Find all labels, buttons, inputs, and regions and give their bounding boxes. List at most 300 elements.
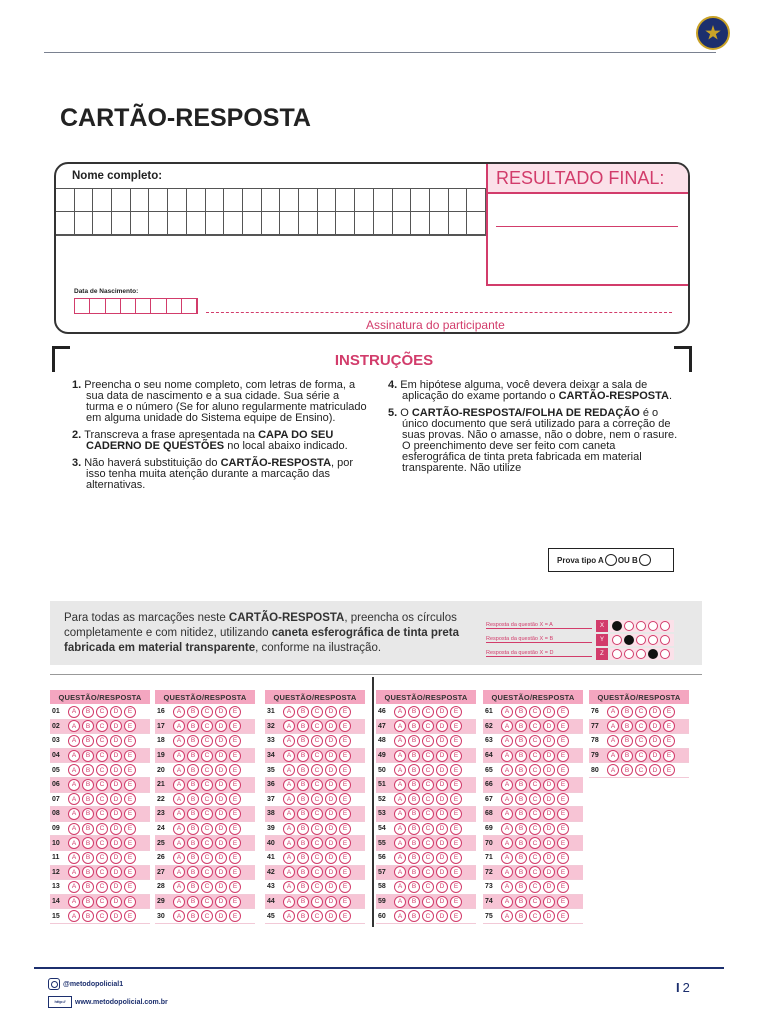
answer-bubble-a[interactable]: A <box>394 881 406 893</box>
name-cell[interactable] <box>411 212 430 235</box>
answer-bubble-e[interactable]: E <box>557 896 569 908</box>
answer-bubble-c[interactable]: C <box>311 750 323 762</box>
answer-bubble-b[interactable]: B <box>297 706 309 718</box>
answer-bubble-b[interactable]: B <box>408 793 420 805</box>
answer-bubble-b[interactable]: B <box>297 764 309 776</box>
answer-bubble-c[interactable]: C <box>529 779 541 791</box>
answer-bubble-e[interactable]: E <box>450 852 462 864</box>
answer-bubble-a[interactable]: A <box>173 808 185 820</box>
answer-bubble-d[interactable]: D <box>325 750 337 762</box>
answer-bubble-b[interactable]: B <box>187 808 199 820</box>
answer-bubble-a[interactable]: A <box>68 837 80 849</box>
name-cell[interactable] <box>411 189 430 212</box>
answer-bubble-d[interactable]: D <box>215 866 227 878</box>
name-cell[interactable] <box>112 212 131 235</box>
answer-bubble-c[interactable]: C <box>96 910 108 922</box>
answer-bubble-b[interactable]: B <box>515 910 527 922</box>
answer-bubble-e[interactable]: E <box>663 720 675 732</box>
answer-bubble-d[interactable]: D <box>110 706 122 718</box>
name-cell[interactable] <box>224 189 243 212</box>
answer-bubble-d[interactable]: D <box>436 764 448 776</box>
answer-bubble-d[interactable]: D <box>325 823 337 835</box>
answer-bubble-c[interactable]: C <box>311 720 323 732</box>
answer-bubble-d[interactable]: D <box>436 750 448 762</box>
answer-bubble-c[interactable]: C <box>201 764 213 776</box>
answer-bubble-c[interactable]: C <box>529 837 541 849</box>
name-cell[interactable] <box>430 189 449 212</box>
answer-bubble-d[interactable]: D <box>215 779 227 791</box>
answer-bubble-a[interactable]: A <box>283 837 295 849</box>
birthdate-cell[interactable] <box>75 299 90 313</box>
answer-bubble-d[interactable]: D <box>436 881 448 893</box>
answer-bubble-c[interactable]: C <box>311 779 323 791</box>
answer-bubble-a[interactable]: A <box>173 735 185 747</box>
answer-bubble-e[interactable]: E <box>124 706 136 718</box>
answer-bubble-c[interactable]: C <box>529 750 541 762</box>
answer-bubble-e[interactable]: E <box>339 706 351 718</box>
answer-bubble-b[interactable]: B <box>515 720 527 732</box>
answer-bubble-a[interactable]: A <box>394 720 406 732</box>
answer-bubble-c[interactable]: C <box>96 866 108 878</box>
name-cell[interactable] <box>131 212 150 235</box>
answer-bubble-d[interactable]: D <box>543 866 555 878</box>
answer-bubble-b[interactable]: B <box>408 837 420 849</box>
answer-bubble-e[interactable]: E <box>339 896 351 908</box>
answer-bubble-e[interactable]: E <box>124 735 136 747</box>
name-cell[interactable] <box>299 212 318 235</box>
answer-bubble-c[interactable]: C <box>96 896 108 908</box>
answer-bubble-d[interactable]: D <box>649 720 661 732</box>
name-cell[interactable] <box>374 212 393 235</box>
answer-bubble-a[interactable]: A <box>501 808 513 820</box>
name-grid[interactable] <box>56 188 486 236</box>
answer-bubble-d[interactable]: D <box>436 896 448 908</box>
answer-bubble-b[interactable]: B <box>82 706 94 718</box>
answer-bubble-a[interactable]: A <box>68 793 80 805</box>
answer-bubble-d[interactable]: D <box>543 823 555 835</box>
answer-bubble-c[interactable]: C <box>96 837 108 849</box>
answer-bubble-b[interactable]: B <box>82 764 94 776</box>
answer-bubble-d[interactable]: D <box>325 837 337 849</box>
answer-bubble-a[interactable]: A <box>394 852 406 864</box>
answer-bubble-c[interactable]: C <box>201 750 213 762</box>
answer-bubble-e[interactable]: E <box>229 866 241 878</box>
answer-bubble-c[interactable]: C <box>529 706 541 718</box>
answer-bubble-a[interactable]: A <box>501 866 513 878</box>
answer-bubble-a[interactable]: A <box>283 896 295 908</box>
answer-bubble-d[interactable]: D <box>110 837 122 849</box>
answer-bubble-a[interactable]: A <box>283 779 295 791</box>
answer-bubble-d[interactable]: D <box>215 750 227 762</box>
answer-bubble-d[interactable]: D <box>215 852 227 864</box>
answer-bubble-b[interactable]: B <box>621 735 633 747</box>
answer-bubble-d[interactable]: D <box>436 866 448 878</box>
answer-bubble-e[interactable]: E <box>450 837 462 849</box>
answer-bubble-d[interactable]: D <box>649 735 661 747</box>
answer-bubble-e[interactable]: E <box>450 881 462 893</box>
name-cell[interactable] <box>336 189 355 212</box>
answer-bubble-a[interactable]: A <box>501 706 513 718</box>
answer-bubble-d[interactable]: D <box>543 793 555 805</box>
answer-bubble-d[interactable]: D <box>436 706 448 718</box>
answer-bubble-c[interactable]: C <box>201 852 213 864</box>
answer-bubble-a[interactable]: A <box>68 706 80 718</box>
answer-bubble-a[interactable]: A <box>283 720 295 732</box>
answer-bubble-d[interactable]: D <box>543 750 555 762</box>
answer-bubble-b[interactable]: B <box>515 706 527 718</box>
answer-bubble-d[interactable]: D <box>436 852 448 864</box>
answer-bubble-b[interactable]: B <box>297 793 309 805</box>
signature-line[interactable] <box>206 312 672 313</box>
answer-bubble-c[interactable]: C <box>96 823 108 835</box>
answer-bubble-c[interactable]: C <box>201 910 213 922</box>
answer-bubble-c[interactable]: C <box>635 764 647 776</box>
answer-bubble-a[interactable]: A <box>607 750 619 762</box>
answer-bubble-c[interactable]: C <box>422 837 434 849</box>
answer-bubble-b[interactable]: B <box>621 764 633 776</box>
answer-bubble-a[interactable]: A <box>394 823 406 835</box>
answer-bubble-d[interactable]: D <box>543 735 555 747</box>
answer-bubble-b[interactable]: B <box>187 706 199 718</box>
answer-bubble-b[interactable]: B <box>515 852 527 864</box>
name-cell[interactable] <box>355 189 374 212</box>
answer-bubble-c[interactable]: C <box>529 910 541 922</box>
answer-bubble-b[interactable]: B <box>187 823 199 835</box>
answer-bubble-e[interactable]: E <box>229 837 241 849</box>
answer-bubble-e[interactable]: E <box>124 750 136 762</box>
answer-bubble-d[interactable]: D <box>436 793 448 805</box>
website-link[interactable] <box>48 996 168 1008</box>
answer-bubble-c[interactable]: C <box>201 896 213 908</box>
answer-bubble-d[interactable]: D <box>436 720 448 732</box>
name-cell[interactable] <box>299 189 318 212</box>
answer-bubble-b[interactable]: B <box>515 881 527 893</box>
name-cell[interactable] <box>168 189 187 212</box>
answer-bubble-b[interactable]: B <box>297 837 309 849</box>
answer-bubble-b[interactable]: B <box>297 779 309 791</box>
answer-bubble-b[interactable]: B <box>297 896 309 908</box>
answer-bubble-b[interactable]: B <box>515 896 527 908</box>
answer-bubble-d[interactable]: D <box>110 764 122 776</box>
answer-bubble-b[interactable]: B <box>82 852 94 864</box>
prova-b-circle[interactable] <box>639 554 651 566</box>
name-cell[interactable] <box>112 189 131 212</box>
answer-bubble-a[interactable]: A <box>68 779 80 791</box>
answer-bubble-c[interactable]: C <box>422 881 434 893</box>
answer-bubble-e[interactable]: E <box>450 779 462 791</box>
answer-bubble-d[interactable]: D <box>215 881 227 893</box>
answer-bubble-d[interactable]: D <box>110 735 122 747</box>
answer-bubble-c[interactable]: C <box>96 793 108 805</box>
answer-bubble-b[interactable]: B <box>82 866 94 878</box>
answer-bubble-a[interactable]: A <box>394 735 406 747</box>
name-cell[interactable] <box>131 189 150 212</box>
answer-bubble-d[interactable]: D <box>543 910 555 922</box>
answer-bubble-a[interactable]: A <box>501 852 513 864</box>
answer-bubble-b[interactable]: B <box>408 706 420 718</box>
birthdate-cell[interactable] <box>182 299 197 313</box>
answer-bubble-b[interactable]: B <box>187 910 199 922</box>
answer-bubble-e[interactable]: E <box>557 823 569 835</box>
answer-bubble-a[interactable]: A <box>394 896 406 908</box>
answer-bubble-a[interactable]: A <box>173 866 185 878</box>
answer-bubble-e[interactable]: E <box>339 750 351 762</box>
answer-bubble-d[interactable]: D <box>325 735 337 747</box>
answer-bubble-b[interactable]: B <box>408 808 420 820</box>
answer-bubble-c[interactable]: C <box>422 735 434 747</box>
answer-bubble-d[interactable]: D <box>110 808 122 820</box>
answer-bubble-a[interactable]: A <box>501 764 513 776</box>
answer-bubble-c[interactable]: C <box>635 735 647 747</box>
answer-bubble-a[interactable]: A <box>283 750 295 762</box>
answer-bubble-c[interactable]: C <box>96 852 108 864</box>
answer-bubble-c[interactable]: C <box>422 720 434 732</box>
answer-bubble-b[interactable]: B <box>515 779 527 791</box>
answer-bubble-e[interactable]: E <box>450 910 462 922</box>
answer-bubble-c[interactable]: C <box>201 706 213 718</box>
answer-bubble-a[interactable]: A <box>501 750 513 762</box>
answer-bubble-a[interactable]: A <box>501 793 513 805</box>
name-cell[interactable] <box>393 212 412 235</box>
answer-bubble-d[interactable]: D <box>110 910 122 922</box>
answer-bubble-e[interactable]: E <box>124 793 136 805</box>
answer-bubble-e[interactable]: E <box>124 808 136 820</box>
answer-bubble-d[interactable]: D <box>110 720 122 732</box>
answer-bubble-e[interactable]: E <box>229 750 241 762</box>
answer-bubble-b[interactable]: B <box>187 779 199 791</box>
answer-bubble-b[interactable]: B <box>187 896 199 908</box>
answer-bubble-b[interactable]: B <box>515 866 527 878</box>
answer-bubble-d[interactable]: D <box>110 750 122 762</box>
answer-bubble-a[interactable]: A <box>173 793 185 805</box>
answer-bubble-d[interactable]: D <box>325 852 337 864</box>
name-cell[interactable] <box>168 212 187 235</box>
answer-bubble-d[interactable]: D <box>543 881 555 893</box>
answer-bubble-a[interactable]: A <box>394 764 406 776</box>
answer-bubble-c[interactable]: C <box>422 779 434 791</box>
answer-bubble-e[interactable]: E <box>450 793 462 805</box>
answer-bubble-c[interactable]: C <box>96 750 108 762</box>
answer-bubble-a[interactable]: A <box>501 881 513 893</box>
answer-bubble-d[interactable]: D <box>325 779 337 791</box>
answer-bubble-a[interactable]: A <box>173 706 185 718</box>
answer-bubble-b[interactable]: B <box>621 720 633 732</box>
answer-bubble-b[interactable]: B <box>408 896 420 908</box>
answer-bubble-e[interactable]: E <box>450 866 462 878</box>
answer-bubble-b[interactable]: B <box>515 735 527 747</box>
answer-bubble-b[interactable]: B <box>408 764 420 776</box>
answer-bubble-e[interactable]: E <box>663 706 675 718</box>
answer-bubble-e[interactable]: E <box>124 823 136 835</box>
answer-bubble-d[interactable]: D <box>543 720 555 732</box>
answer-bubble-c[interactable]: C <box>96 808 108 820</box>
answer-bubble-e[interactable]: E <box>124 779 136 791</box>
answer-bubble-c[interactable]: C <box>422 808 434 820</box>
answer-bubble-e[interactable]: E <box>450 706 462 718</box>
answer-bubble-c[interactable]: C <box>96 881 108 893</box>
answer-bubble-b[interactable]: B <box>187 764 199 776</box>
answer-bubble-a[interactable]: A <box>283 852 295 864</box>
answer-bubble-a[interactable]: A <box>283 866 295 878</box>
answer-bubble-c[interactable]: C <box>311 823 323 835</box>
answer-bubble-c[interactable]: C <box>201 866 213 878</box>
answer-bubble-d[interactable]: D <box>325 720 337 732</box>
answer-bubble-c[interactable]: C <box>96 764 108 776</box>
answer-bubble-a[interactable]: A <box>394 866 406 878</box>
answer-bubble-c[interactable]: C <box>422 866 434 878</box>
answer-bubble-d[interactable]: D <box>215 808 227 820</box>
answer-bubble-e[interactable]: E <box>229 896 241 908</box>
answer-bubble-e[interactable]: E <box>557 808 569 820</box>
answer-bubble-b[interactable]: B <box>408 852 420 864</box>
answer-bubble-b[interactable]: B <box>297 910 309 922</box>
prova-a-circle[interactable] <box>605 554 617 566</box>
answer-bubble-c[interactable]: C <box>201 779 213 791</box>
answer-bubble-d[interactable]: D <box>325 910 337 922</box>
answer-bubble-d[interactable]: D <box>110 779 122 791</box>
name-cell[interactable] <box>187 189 206 212</box>
name-cell[interactable] <box>56 189 75 212</box>
answer-bubble-d[interactable]: D <box>325 793 337 805</box>
answer-bubble-d[interactable]: D <box>215 793 227 805</box>
answer-bubble-a[interactable]: A <box>283 706 295 718</box>
name-cell[interactable] <box>318 212 337 235</box>
answer-bubble-d[interactable]: D <box>543 896 555 908</box>
answer-bubble-c[interactable]: C <box>529 823 541 835</box>
answer-bubble-e[interactable]: E <box>339 793 351 805</box>
name-cell[interactable] <box>224 212 243 235</box>
answer-bubble-c[interactable]: C <box>311 706 323 718</box>
answer-bubble-e[interactable]: E <box>339 764 351 776</box>
name-cell[interactable] <box>93 212 112 235</box>
answer-bubble-c[interactable]: C <box>529 720 541 732</box>
answer-bubble-a[interactable]: A <box>501 837 513 849</box>
answer-bubble-e[interactable]: E <box>229 735 241 747</box>
answer-bubble-d[interactable]: D <box>325 896 337 908</box>
answer-bubble-d[interactable]: D <box>110 823 122 835</box>
name-cell[interactable] <box>318 189 337 212</box>
answer-bubble-c[interactable]: C <box>529 881 541 893</box>
answer-bubble-a[interactable]: A <box>394 779 406 791</box>
answer-bubble-e[interactable]: E <box>663 764 675 776</box>
answer-bubble-b[interactable]: B <box>515 750 527 762</box>
answer-bubble-b[interactable]: B <box>408 779 420 791</box>
answer-bubble-d[interactable]: D <box>325 706 337 718</box>
answer-bubble-a[interactable]: A <box>501 910 513 922</box>
answer-bubble-e[interactable]: E <box>339 866 351 878</box>
answer-bubble-a[interactable]: A <box>173 896 185 908</box>
answer-bubble-d[interactable]: D <box>436 910 448 922</box>
answer-bubble-a[interactable]: A <box>394 808 406 820</box>
answer-bubble-a[interactable]: A <box>68 910 80 922</box>
answer-bubble-b[interactable]: B <box>82 735 94 747</box>
answer-bubble-d[interactable]: D <box>215 896 227 908</box>
answer-bubble-a[interactable]: A <box>68 720 80 732</box>
name-cell[interactable] <box>149 189 168 212</box>
birthdate-cell[interactable] <box>151 299 166 313</box>
answer-bubble-d[interactable]: D <box>436 779 448 791</box>
answer-bubble-d[interactable]: D <box>325 764 337 776</box>
answer-bubble-b[interactable]: B <box>297 735 309 747</box>
answer-bubble-d[interactable]: D <box>215 764 227 776</box>
answer-bubble-c[interactable]: C <box>529 866 541 878</box>
answer-bubble-c[interactable]: C <box>529 808 541 820</box>
answer-bubble-c[interactable]: C <box>201 881 213 893</box>
name-cell[interactable] <box>280 189 299 212</box>
answer-bubble-d[interactable]: D <box>649 750 661 762</box>
answer-bubble-d[interactable]: D <box>543 779 555 791</box>
answer-bubble-b[interactable]: B <box>82 896 94 908</box>
answer-bubble-a[interactable]: A <box>173 881 185 893</box>
answer-bubble-a[interactable]: A <box>501 823 513 835</box>
name-cell[interactable] <box>393 189 412 212</box>
answer-bubble-b[interactable]: B <box>515 793 527 805</box>
answer-bubble-e[interactable]: E <box>339 779 351 791</box>
answer-bubble-b[interactable]: B <box>187 837 199 849</box>
answer-bubble-a[interactable]: A <box>283 735 295 747</box>
answer-bubble-e[interactable]: E <box>124 896 136 908</box>
answer-bubble-c[interactable]: C <box>635 720 647 732</box>
answer-bubble-b[interactable]: B <box>187 852 199 864</box>
answer-bubble-b[interactable]: B <box>515 837 527 849</box>
answer-bubble-e[interactable]: E <box>124 720 136 732</box>
answer-bubble-b[interactable]: B <box>408 750 420 762</box>
answer-bubble-c[interactable]: C <box>311 837 323 849</box>
answer-bubble-b[interactable]: B <box>297 808 309 820</box>
answer-bubble-c[interactable]: C <box>311 852 323 864</box>
answer-bubble-c[interactable]: C <box>96 706 108 718</box>
answer-bubble-e[interactable]: E <box>450 750 462 762</box>
answer-bubble-b[interactable]: B <box>82 779 94 791</box>
answer-bubble-b[interactable]: B <box>82 750 94 762</box>
answer-bubble-b[interactable]: B <box>187 735 199 747</box>
answer-bubble-e[interactable]: E <box>663 750 675 762</box>
answer-bubble-a[interactable]: A <box>173 852 185 864</box>
answer-bubble-a[interactable]: A <box>607 706 619 718</box>
answer-bubble-e[interactable]: E <box>124 910 136 922</box>
answer-bubble-e[interactable]: E <box>557 706 569 718</box>
answer-bubble-a[interactable]: A <box>501 735 513 747</box>
answer-bubble-b[interactable]: B <box>515 823 527 835</box>
answer-bubble-a[interactable]: A <box>394 837 406 849</box>
answer-bubble-d[interactable]: D <box>110 896 122 908</box>
answer-bubble-d[interactable]: D <box>215 720 227 732</box>
answer-bubble-c[interactable]: C <box>201 720 213 732</box>
answer-bubble-e[interactable]: E <box>339 910 351 922</box>
answer-bubble-b[interactable]: B <box>187 866 199 878</box>
answer-bubble-b[interactable]: B <box>408 910 420 922</box>
answer-bubble-e[interactable]: E <box>557 779 569 791</box>
name-cell[interactable] <box>149 212 168 235</box>
answer-bubble-d[interactable]: D <box>110 881 122 893</box>
answer-bubble-c[interactable]: C <box>311 910 323 922</box>
name-cell[interactable] <box>467 189 486 212</box>
answer-bubble-e[interactable]: E <box>339 735 351 747</box>
name-cell[interactable] <box>187 212 206 235</box>
answer-bubble-c[interactable]: C <box>201 808 213 820</box>
answer-bubble-e[interactable]: E <box>229 720 241 732</box>
answer-bubble-b[interactable]: B <box>187 881 199 893</box>
answer-bubble-e[interactable]: E <box>124 852 136 864</box>
answer-bubble-d[interactable]: D <box>215 823 227 835</box>
answer-bubble-c[interactable]: C <box>311 881 323 893</box>
answer-bubble-d[interactable]: D <box>543 808 555 820</box>
answer-bubble-d[interactable]: D <box>543 706 555 718</box>
answer-bubble-a[interactable]: A <box>68 881 80 893</box>
answer-bubble-b[interactable]: B <box>621 706 633 718</box>
answer-bubble-e[interactable]: E <box>229 779 241 791</box>
answer-bubble-e[interactable]: E <box>557 750 569 762</box>
